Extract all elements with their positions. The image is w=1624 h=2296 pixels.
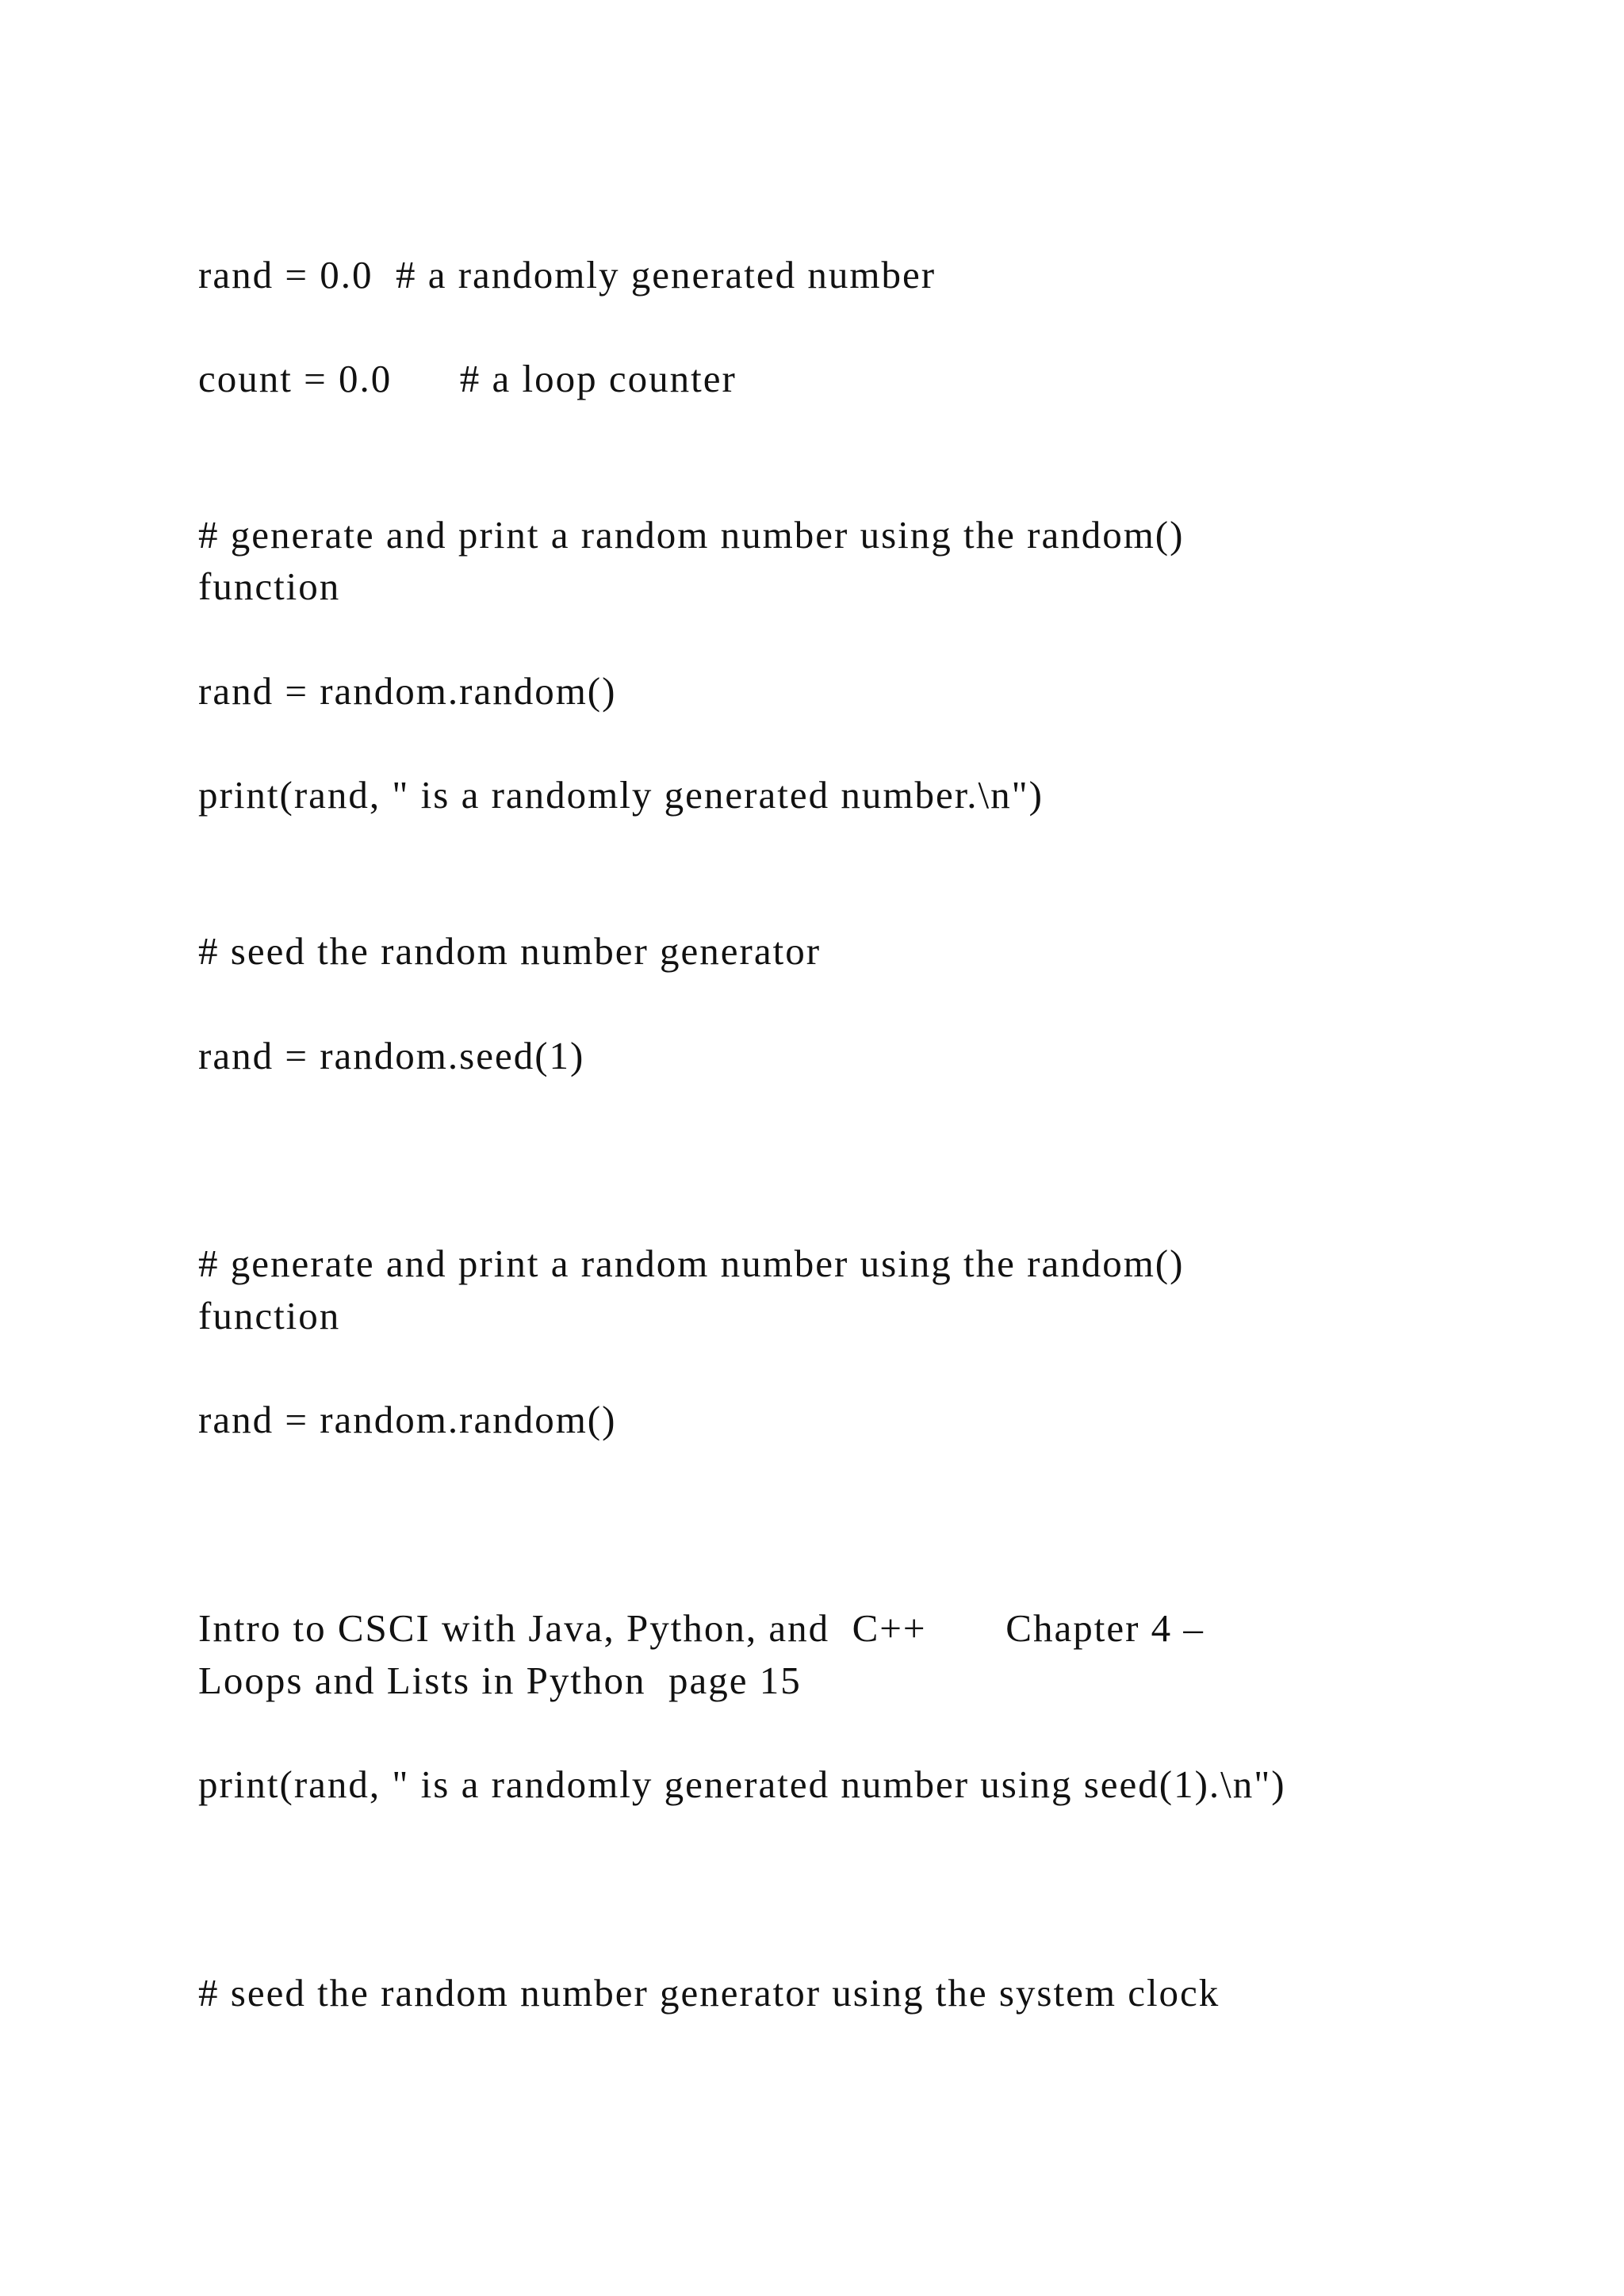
comment-generate-random-2: # generate and print a random number using the random() — [198, 1242, 1185, 1285]
code-line-rand-random: rand = random.random() — [198, 669, 617, 713]
page-header-line-1: Intro to CSCI with Java, Python, and C++ Chapter 4 – — [198, 1606, 1205, 1650]
code-line-rand-random-2: rand = random.random() — [198, 1398, 617, 1441]
code-line-rand-init: rand = 0.0 # a randomly generated number — [198, 253, 936, 297]
comment-seed-generator: # seed the random number generator — [198, 929, 822, 973]
comment-generate-random-cont: function — [198, 564, 341, 608]
code-line-print-seed: print(rand, " is a randomly generated number using seed(1).\n") — [198, 1762, 1286, 1806]
comment-generate-random: # generate and print a random number using the random() — [198, 513, 1185, 557]
code-line-count-init: count = 0.0 # a loop counter — [198, 357, 737, 400]
page-header-line-2: Loops and Lists in Python page 15 — [198, 1659, 802, 1702]
code-line-print-rand: print(rand, " is a randomly generated number.\n") — [198, 773, 1044, 817]
code-line-seed: rand = random.seed(1) — [198, 1034, 585, 1077]
comment-generate-random-2-cont: function — [198, 1294, 341, 1337]
comment-seed-system-clock: # seed the random number generator using the system clock — [198, 1971, 1220, 2015]
